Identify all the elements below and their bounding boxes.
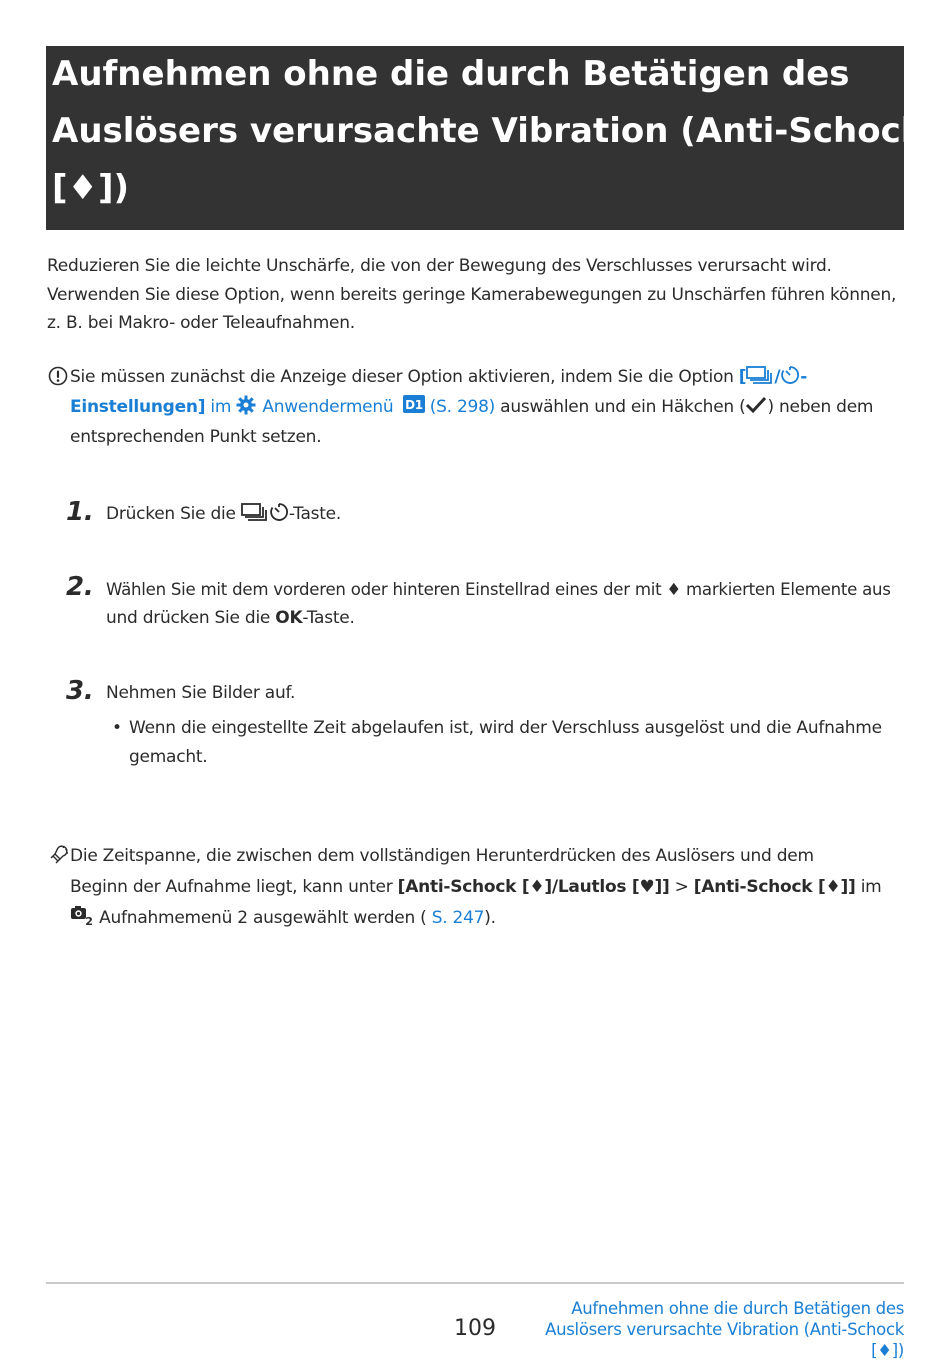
sequential-shooting-icon[interactable] xyxy=(746,365,774,385)
custom-menu-link[interactable]: Anwendermenü xyxy=(262,397,394,417)
svg-text:D1: D1 xyxy=(404,398,423,412)
step-number: 2. xyxy=(66,572,94,602)
page-reference-link[interactable]: (S. 298) xyxy=(429,397,496,417)
shooting-menu-2-icon xyxy=(70,904,94,926)
tip-separator: > xyxy=(669,877,694,897)
footer-section-link[interactable] xyxy=(545,1298,904,1361)
intro-line-3: z. B. bei Makro- oder Teleaufnahmen. xyxy=(47,313,355,333)
intro-line-1: Reduzieren Sie die leichte Unschärfe, die von der Bewegung des Verschlusses verursacht wird. xyxy=(47,256,832,276)
page-number: 109 xyxy=(454,1316,496,1341)
footer-title-line-2[interactable]: Auslösers verursachte Vibration (Anti-Schock xyxy=(545,1320,904,1339)
note-text-b: auswählen und ein Häkchen ( xyxy=(495,397,746,417)
intro-paragraph xyxy=(47,252,907,338)
custom-menu-d1-icon[interactable] xyxy=(403,395,425,413)
page-reference-link[interactable]: S. 247 xyxy=(431,908,485,928)
note-text-c: ) neben dem xyxy=(767,397,874,417)
footer-divider xyxy=(46,1282,904,1284)
footer-title-line-3[interactable]: [♦]) xyxy=(871,1341,904,1360)
settings-link-label[interactable]: Einstellungen] xyxy=(70,397,206,417)
step-number: 3. xyxy=(66,676,94,706)
anti-schock-lautlos-menu-item: [Anti-Schock [♦]/Lautlos [♥]] xyxy=(397,877,670,897)
step-1-text-b: -Taste. xyxy=(288,504,342,524)
note-text-d: entsprechenden Punkt setzen. xyxy=(70,427,322,447)
tip-line-1: Die Zeitspanne, die zwischen dem vollständigen Herunterdrücken des Auslösers und dem xyxy=(70,846,814,866)
ok-button-label: OK xyxy=(275,608,303,628)
note-im-text: im xyxy=(205,397,237,417)
step-2-text-b: -Taste. xyxy=(302,608,355,628)
anti-schock-menu-item: [Anti-Schock [♦]] xyxy=(693,877,856,897)
tip-im-text: im xyxy=(855,877,882,897)
self-timer-icon xyxy=(269,502,289,522)
page-title-banner xyxy=(46,46,924,230)
tip-line-3-end: ). xyxy=(484,908,496,928)
caution-icon xyxy=(48,366,68,386)
step-2-line-1: Wählen Sie mit dem vorderen oder hinteren Einstellrad eines der mit ♦ markierten Elemente aus xyxy=(106,580,891,599)
step-3-text: Nehmen Sie Bilder auf. xyxy=(106,683,296,703)
tip-note xyxy=(48,841,908,934)
bullet-line-2: gemacht. xyxy=(129,747,208,767)
tip-line-2-text: Beginn der Aufnahme liegt, kann unter xyxy=(70,877,398,897)
page-title-line-1: Aufnehmen ohne die durch Betätigen des xyxy=(52,54,850,94)
bullet-line-1: Wenn die eingestellte Zeit abgelaufen ist, wird der Verschluss ausgelöst und die Aufnahme xyxy=(129,718,882,738)
caution-note xyxy=(48,362,908,452)
footer-title-line-1[interactable]: Aufnehmen ohne die durch Betätigen des xyxy=(571,1299,904,1318)
tip-lightbulb-icon xyxy=(48,844,70,866)
gear-icon[interactable] xyxy=(236,395,256,415)
bullet-dot: • xyxy=(112,718,122,738)
step-2-text-a: und drücken Sie die xyxy=(106,608,276,628)
tip-line-3-text: Aufnahmemenü 2 ausgewählt werden ( xyxy=(94,908,432,928)
self-timer-icon[interactable] xyxy=(780,365,800,385)
step-number: 1. xyxy=(66,497,94,527)
checkmark-icon xyxy=(745,396,767,414)
page-title-line-3: [♦]) xyxy=(52,168,130,208)
settings-link-dash[interactable]: - xyxy=(800,367,808,387)
settings-link-slash[interactable]: / xyxy=(774,367,781,387)
note-text-a: Sie müssen zunächst die Anzeige dieser Option aktivieren, indem Sie die Option xyxy=(70,367,739,387)
intro-line-2: Verwenden Sie diese Option, wenn bereits geringe Kamerabewegungen zu Unschärfen führen können, xyxy=(47,284,897,305)
page-title-line-2: Auslösers verursachte Vibration (Anti-Schock xyxy=(52,111,924,151)
svg-text:2: 2 xyxy=(85,915,93,926)
settings-link-bracket[interactable]: [ xyxy=(738,367,747,387)
step-1-text-a: Drücken Sie die xyxy=(106,504,241,524)
sequential-shooting-icon xyxy=(241,502,269,522)
